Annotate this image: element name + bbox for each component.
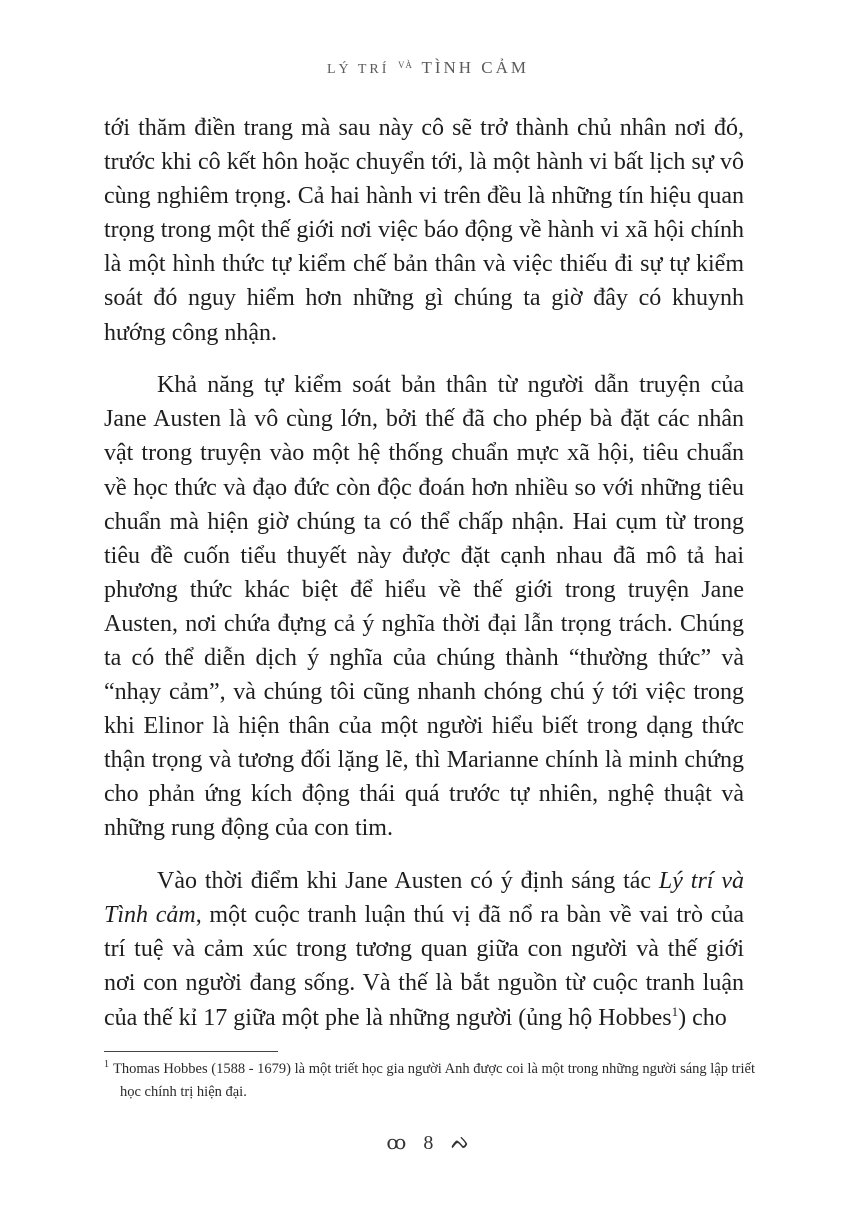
paragraph-3-end: ) cho	[678, 1004, 727, 1031]
paragraph-3-start: Vào thời điểm khi Jane Austen có ý định sáng tác	[157, 868, 659, 895]
paragraph-1: tới thăm điền trang mà sau này cô sẽ trở thành chủ nhân nơi đó, trước khi cô kết hôn hoặc chuyển tới, là một hành vi bất lịch sự vô cùng nghiêm trọng. Cả hai hành vi trên đều là những tín hiệu quan trọng trong một thế giới nơi việc báo động về hành vi xã hội chính là một hình thức tự kiểm chế bản thân và việc thiếu đi sự tự kiểm soát đó nguy hiểm hơn những gì chúng ta giờ đây có khuynh hướng công nhận.	[104, 115, 744, 346]
paragraph-2: Khả năng tự kiểm soát bản thân từ người dẫn truyện của Jane Austen là vô cùng lớn, bởi thế đã cho phép bà đặt các nhân vật trong truyện vào một hệ thống chuẩn mực xã hội, tiêu chuẩn về học thức và đạo đức còn độc đoán hơn nhiều so với những tiêu chuẩn mà hiện giờ chúng ta có thể chấp nhận. Hai cụm từ trong tiêu đề cuốn tiểu thuyết này được đặt cạnh nhau đã mô tả hai phương thức khác biệt để hiểu về thế giới trong truyện Jane Austen, nơi chứa đựng cả ý nghĩa thời đại lẫn trọng trách. Chúng ta có thể diễn dịch ý nghĩa của chúng thành “thường thức” và “nhạy cảm”, và chúng tôi cũng nhanh chóng chú ý tới việc trong khi Elinor là hiện thân của một người hiểu biết trong dạng thức thận trọng và tương đối lặng lẽ, thì Marianne chính là minh chứng cho phản ứng kích động thái quá trước tự nhiên, nghệ thuật và những rung động của con tim.	[104, 372, 744, 842]
running-head	[0, 58, 856, 78]
page-folio	[0, 1130, 856, 1155]
footnote	[104, 1058, 770, 1104]
running-head-title-b: TÌNH CẢM	[421, 58, 530, 77]
ornament-right-icon: ᨄ	[450, 1132, 470, 1154]
footnote-divider	[104, 1051, 278, 1052]
page-number: 8	[423, 1132, 434, 1154]
footnote-text: Thomas Hobbes (1588 - 1679) là một triết học gia người Anh được coi là một trong những người sáng lập triết học chính trị hiện đại.	[113, 1061, 755, 1100]
footnote-reference[interactable]: 1	[671, 1003, 679, 1019]
body-text	[104, 111, 744, 1053]
running-head-title-a: LÝ TRÍ	[326, 62, 390, 77]
book-title-italic: Lý trí và Tình cảm	[104, 868, 745, 929]
ornament-left-icon: ꝏ	[386, 1132, 407, 1154]
paragraph-3-middle: , một cuộc tranh luận thú vị đã nổ ra bàn về vai trò của trí tuệ và cảm xúc trong tương quan giữa con người và thế giới nơi con người đang sống. Và thế là bắt nguồn từ cuộc tranh luận của thế kỉ 17 giữa một phe là những người (ủng hộ Hobbes	[104, 902, 744, 1031]
paragraph-3	[104, 864, 744, 1034]
footnote-number: 1	[104, 1059, 109, 1071]
running-head-connector: VÀ	[397, 60, 413, 70]
